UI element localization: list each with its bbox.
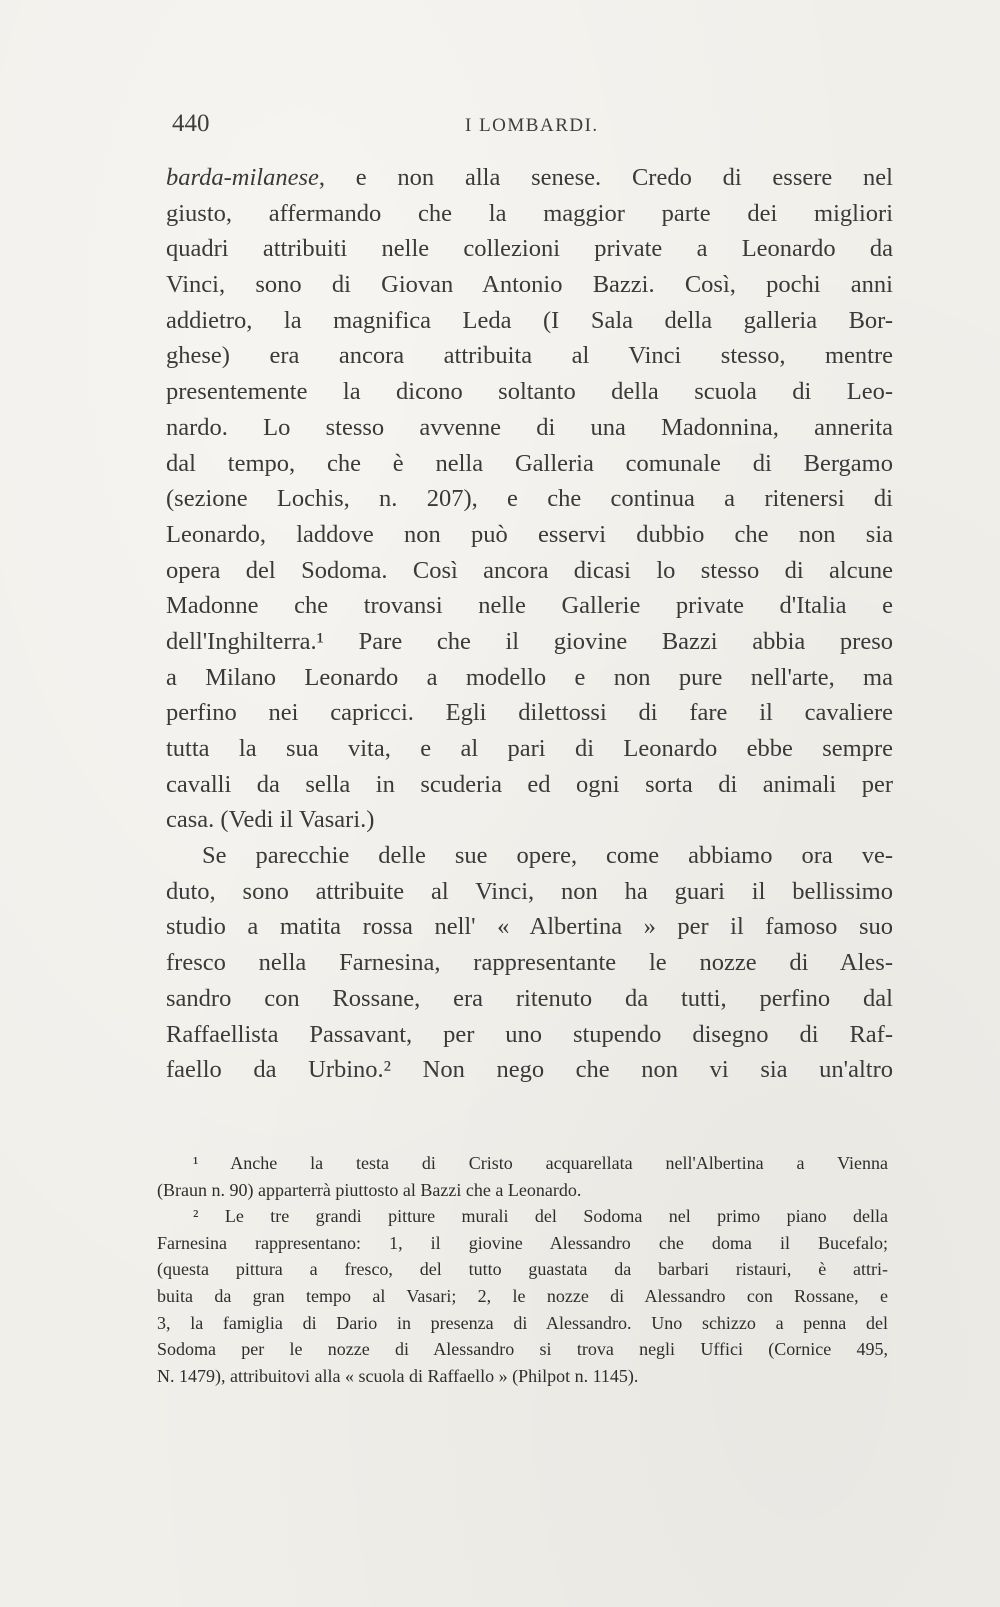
main-text <box>166 160 893 1088</box>
footnote-1-line: (Braun n. 90) apparterrà piuttosto al Bazzi che a Leonardo. <box>157 1179 582 1200</box>
footnote-2-line: buita da gran tempo al Vasari; 2, le nozze di Alessandro con Rossane, e <box>157 1285 888 1306</box>
text-line: Raffaellista Passavant, per uno stupendo disegno di Raf- <box>166 1020 893 1048</box>
text-line: addietro, la magnifica Leda (I Sala della galleria Bor- <box>166 306 893 334</box>
page-number: 440 <box>172 110 210 137</box>
footnote-2-line: ² Le tre grandi pitture murali del Sodoma nel primo piano della <box>193 1206 888 1227</box>
footnote-2-line: Farnesina rappresentano: 1, il giovine Alessandro che doma il Bucefalo; <box>157 1232 888 1253</box>
italic-term: barda-milanese <box>166 164 319 191</box>
text-line: cavalli da sella in scuderia ed ogni sorta di animali per <box>166 770 893 798</box>
text-line: giusto, affermando che la maggior parte dei migliori <box>166 199 893 227</box>
text-line: dell'Inghilterra.¹ Pare che il giovine Bazzi abbia preso <box>166 627 893 655</box>
text-line: ghese) era ancora attribuita al Vinci stesso, mentre <box>166 342 893 370</box>
text-line: presentemente la dicono soltanto della scuola di Leo- <box>166 378 893 406</box>
text-line: fresco nella Farnesina, rappresentante le nozze di Ales- <box>166 949 893 977</box>
text-line: quadri attribuiti nelle collezioni private a Leonardo da <box>166 235 893 263</box>
footnotes <box>157 1150 888 1389</box>
footnote-1-line: ¹ Anche la testa di Cristo acquarellata nell'Albertina a Vienna <box>193 1153 888 1173</box>
text-line: Vinci, sono di Giovan Antonio Bazzi. Così, pochi anni <box>166 271 893 299</box>
footnote-2-line: Sodoma per le nozze di Alessandro si trova negli Uffici (Cornice 495, <box>157 1339 888 1360</box>
footnote-2-line: (questa pittura a fresco, del tutto guastata da barbari ristauri, è attri- <box>157 1259 888 1280</box>
text-line: sandro con Rossane, era ritenuto da tutti, perfino dal <box>166 984 893 1012</box>
text-line: Leonardo, laddove non può esservi dubbio che non sia <box>166 520 893 548</box>
text-line: studio a matita rossa nell' « Albertina » per il famoso suo <box>166 913 893 941</box>
text-line-paragraph-end: casa. (Vedi il Vasari.) <box>166 806 375 834</box>
text-line: (sezione Lochis, n. 207), e che continua a ritenersi di <box>166 485 893 513</box>
text-line: perfino nei capricci. Egli dilettossi di fare il cavaliere <box>166 699 893 727</box>
text-line: nardo. Lo stesso avvenne di una Madonnina, annerita <box>166 413 893 441</box>
footnote-2-line: 3, la famiglia di Dario in presenza di Alessandro. Uno schizzo a penna del <box>157 1312 888 1333</box>
text-line <box>166 160 893 196</box>
text-line: Madonne che trovansi nelle Gallerie private d'Italia e <box>166 592 893 620</box>
text-line: opera del Sodoma. Così ancora dicasi lo stesso di alcune <box>166 556 893 584</box>
text-line-paragraph-start: Se parecchie delle sue opere, come abbiamo ora ve- <box>202 842 893 870</box>
text-line: dal tempo, che è nella Galleria comunale di Bergamo <box>166 449 893 477</box>
text-line: tutta la sua vita, e al pari di Leonardo ebbe sempre <box>166 735 893 762</box>
text-line: duto, sono attribuite al Vinci, non ha guari il bellissimo <box>166 877 893 905</box>
text-line: a Milano Leonardo a modello e non pure nell'arte, ma <box>166 663 893 691</box>
text-line: faello da Urbino.² Non nego che non vi sia un'altro <box>166 1056 893 1084</box>
footnote-2-line: N. 1479), attribuitovi alla « scuola di Raffaello » (Philpot n. 1145). <box>157 1365 639 1386</box>
text-line-rest: , e non alla senese. Credo di essere nel <box>318 164 893 191</box>
page-header <box>172 110 892 150</box>
running-title: I LOMBARDI. <box>465 115 599 136</box>
